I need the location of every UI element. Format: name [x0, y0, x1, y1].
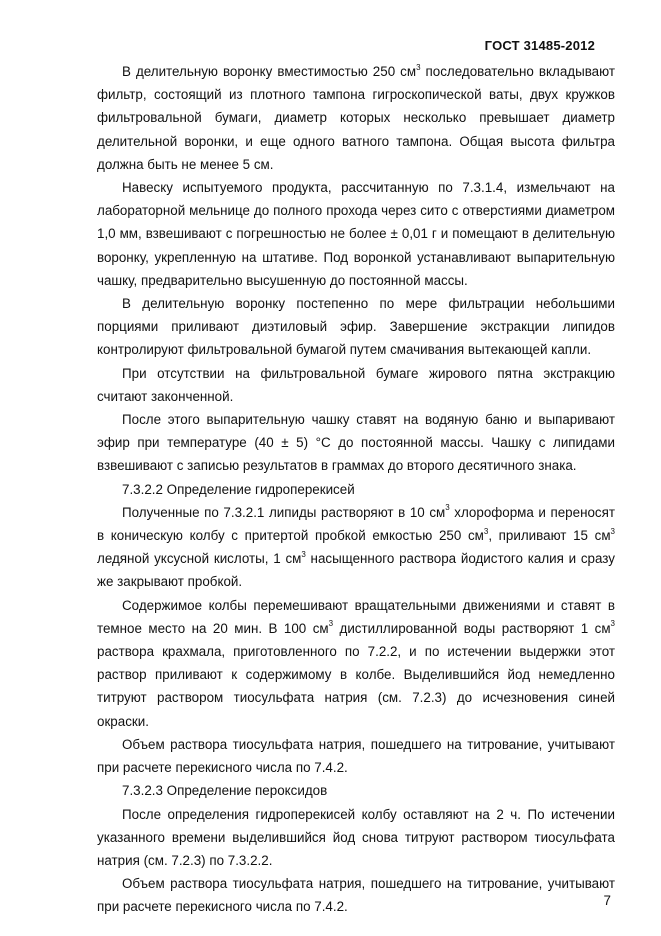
text-run: В делительную воронку постепенно по мере фильтрации небольшими порциями приливают диэтиловый эфир. Завершение экстракции липидов контролируют фильтровальной бумагой путем смачивания вытекающей капли.	[97, 296, 615, 358]
paragraph	[97, 733, 615, 779]
text-run: дистиллированной воды растворяют 1 см	[333, 620, 611, 636]
page-number: 7	[603, 893, 611, 908]
paragraph	[97, 594, 615, 733]
document-body	[97, 60, 615, 919]
text-run: Полученные по 7.3.2.1 липиды растворяют в 10 см	[122, 504, 446, 520]
text-run: 7.3.2.2 Определение гидроперекисей	[122, 481, 355, 497]
text-run: После определения гидроперекисей колбу оставляют на 2 ч. По истечении указанного времени выделившийся йод снова титруют раствором тиосульфата натрия (см. 7.2.3) по 7.3.2.2.	[97, 806, 615, 868]
superscript: 3	[328, 619, 334, 629]
text-run: насыщенного раствора йодистого калия и сразу же закрывают пробкой.	[97, 551, 615, 590]
superscript: 3	[483, 526, 489, 536]
text-run: раствора крахмала, приготовленного по 7.2.2, и по истечении выдержки этот раствор приливают к содержимому в колбе. Выделившийся йод немедленно титруют раствором тиосульфата натрия (см. 7.2.3) до исчезновения синей окраски.	[97, 644, 615, 729]
document-header-code: ГОСТ 31485-2012	[484, 38, 595, 53]
text-run: Навеску испытуемого продукта, рассчитанную по 7.3.1.4, измельчают на лабораторной мельнице до полного прохода через сито с отверстиями диаметром 1,0 мм, взвешивают с погрешностью не более ± 0,01 г и помещают в делительную воронку, укрепленную на штативе. Под воронкой устанавливают выпарительную чашку, предварительно высушенную до постоянной массы.	[97, 180, 615, 288]
paragraph	[97, 408, 615, 478]
paragraph	[97, 362, 615, 408]
text-run: 7.3.2.3 Определение пероксидов	[122, 783, 328, 799]
paragraph	[97, 803, 615, 873]
text-run: , приливают 15 см	[488, 528, 611, 544]
text-run: Объем раствора тиосульфата натрия, пошедшего на титрование, учитывают при расчете перекисного числа по 7.4.2.	[97, 876, 615, 915]
paragraph	[97, 872, 615, 918]
text-run: Содержимое колбы перемешивают вращательными движениями и ставят в темное место на 20 мин. В 100 см	[97, 597, 615, 636]
text-run: последовательно вкладывают фильтр, состоящий из плотного тампона гигроскопической ваты, двух кружков фильтровальной бумаги, диаметр которых несколько превышает диаметр делительной воронки, и еще одного ватного тампона. Общая высота фильтра должна быть не менее 5 см.	[97, 64, 615, 172]
paragraph	[97, 292, 615, 362]
text-run: В делительную воронку вместимостью 250 см	[122, 64, 417, 79]
text-run: Объем раствора тиосульфата натрия, пошедшего на титрование, учитывают при расчете перекисного числа по 7.4.2.	[97, 736, 615, 776]
superscript: 3	[445, 503, 450, 513]
paragraph	[97, 501, 615, 594]
section-heading	[97, 779, 615, 802]
text-run: При отсутствии на фильтровальной бумаге жирового пятна экстракцию считают законченной.	[97, 365, 615, 404]
superscript: 3	[610, 619, 615, 629]
text-run: ледяной уксусной кислоты, 1 см	[97, 551, 302, 567]
superscript: 3	[416, 62, 421, 72]
superscript: 3	[301, 549, 306, 559]
superscript: 3	[610, 526, 615, 536]
text-run: После этого выпарительную чашку ставят на водяную баню и выпаривают эфир при температуре (40 ± 5) °С до постоянной массы. Чашку с липидами взвешивают с записью результатов в граммах до второго десятичного знака.	[97, 412, 615, 474]
section-heading	[97, 478, 615, 501]
paragraph	[97, 60, 615, 176]
text-run: хлороформа и переносят в коническую колбу с притертой пробкой емкостью 250 см	[97, 504, 615, 544]
paragraph	[97, 176, 615, 292]
